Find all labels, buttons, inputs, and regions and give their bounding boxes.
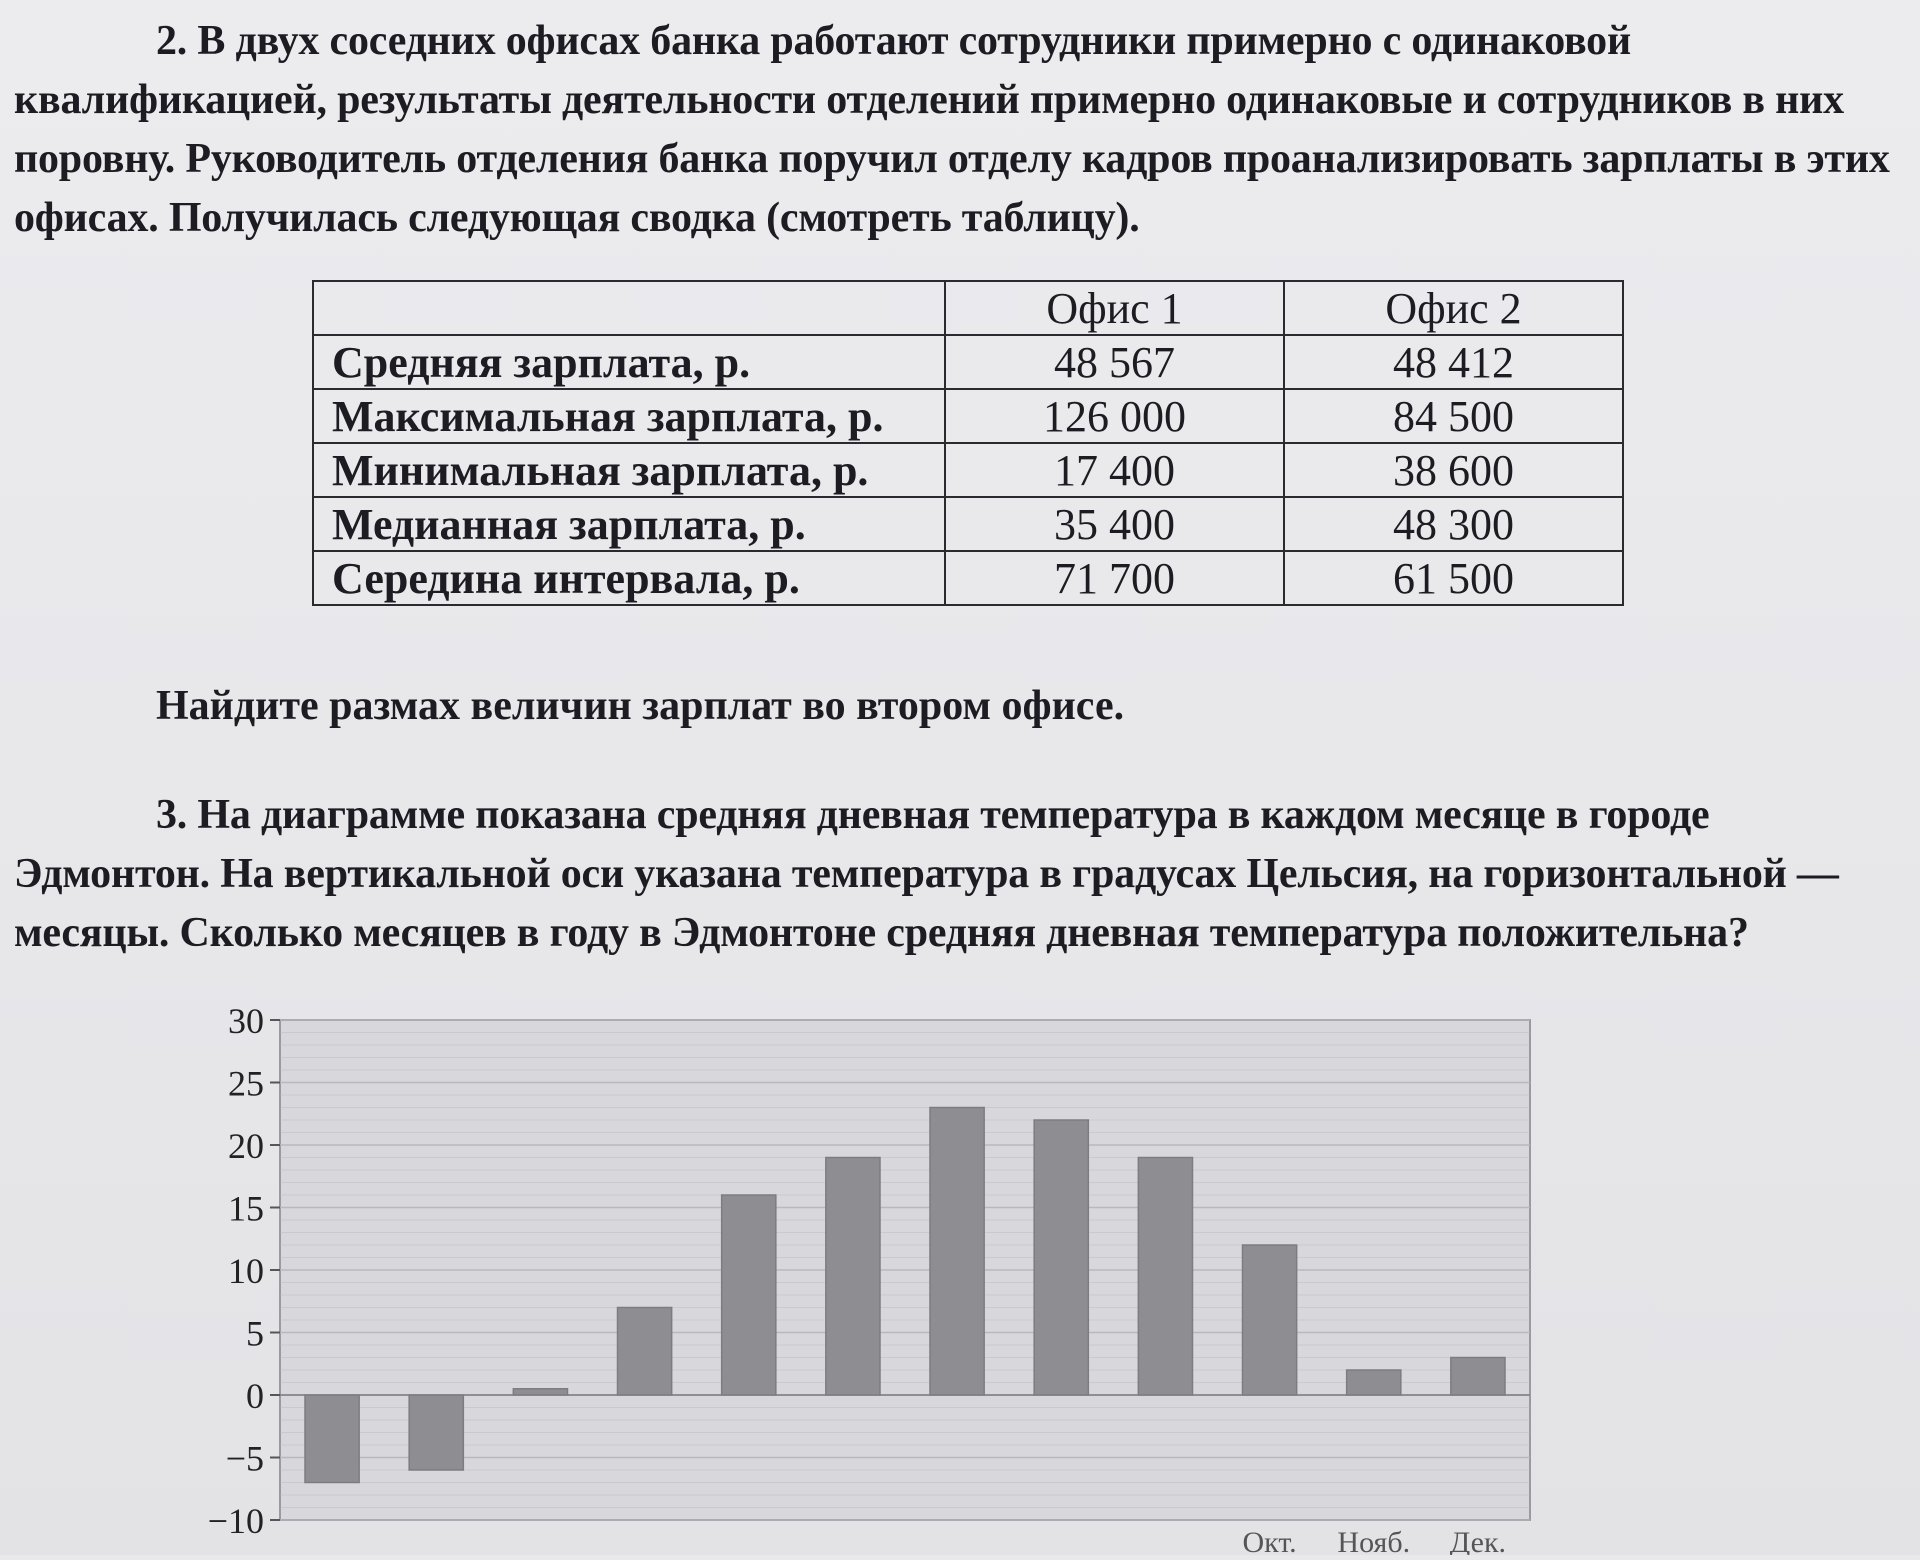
- salary-table: [312, 280, 1624, 606]
- table-row: [313, 443, 1623, 497]
- value-cell: 48 412: [1284, 335, 1623, 389]
- x-tick-label: Нояб.: [1337, 1526, 1411, 1555]
- chart-bar: [1138, 1158, 1192, 1396]
- y-tick-label: −5: [225, 1438, 264, 1479]
- chart-bar: [409, 1395, 463, 1470]
- value-cell: 48 567: [945, 335, 1284, 389]
- task-2-statement: В двух соседних офисах банка работают сотрудники примерно с одинаковой квалификацией, результаты деятельности отделений примерно одинаковые и сотрудников в них поровну. Руководитель отделения банка поручил отделу кадров проанализировать зарплаты в этих офисах. Получилась следующая сводка (смотреть таблицу).: [14, 18, 1890, 241]
- value-cell: 126 000: [945, 389, 1284, 443]
- table-header-cell: Офис 2: [1284, 281, 1623, 335]
- table-row: [313, 551, 1623, 605]
- task-3-text: [14, 786, 1904, 963]
- table-row: [313, 389, 1623, 443]
- row-label-cell: Середина интервала, р.: [313, 551, 945, 605]
- task-2-text: [14, 12, 1904, 248]
- value-cell: 38 600: [1284, 443, 1623, 497]
- value-cell: 84 500: [1284, 389, 1623, 443]
- value-cell: 35 400: [945, 497, 1284, 551]
- chart-bar: [826, 1158, 880, 1396]
- table-header-cell: Офис 1: [945, 281, 1284, 335]
- y-tick-label: −10: [207, 1501, 264, 1541]
- value-cell: 71 700: [945, 551, 1284, 605]
- chart-bar: [513, 1389, 567, 1395]
- chart-bar: [305, 1395, 359, 1483]
- chart-bar: [1034, 1120, 1088, 1395]
- y-tick-label: 0: [246, 1376, 264, 1416]
- task-2-question: Найдите размах величин зарплат во втором офисе.: [156, 683, 1125, 729]
- table-header-cell: [313, 281, 945, 335]
- y-tick-label: 30: [228, 1001, 264, 1041]
- task-3-statement: На диаграмме показана средняя дневная температура в каждом месяце в городе Эдмонтон. На вертикальной оси указана температура в градусах Цельсия, на горизонтальной — месяцы. Сколько месяцев в году в Эдмонтоне средняя дневная температура положительна?: [14, 792, 1839, 956]
- y-tick-label: 10: [228, 1251, 264, 1291]
- y-tick-label: 5: [246, 1313, 264, 1354]
- chart-bar: [1347, 1370, 1401, 1395]
- task-3-number: 3.: [156, 792, 188, 838]
- row-label-cell: Максимальная зарплата, р.: [313, 389, 945, 443]
- temperature-chart: [150, 980, 1550, 1560]
- chart-bar: [618, 1308, 672, 1396]
- value-cell: 17 400: [945, 443, 1284, 497]
- temperature-chart-svg: [150, 980, 1550, 1555]
- table-row: [313, 497, 1623, 551]
- y-tick-label: 15: [228, 1188, 264, 1229]
- table-row: [313, 335, 1623, 389]
- value-cell: 48 300: [1284, 497, 1623, 551]
- table-header-row: [313, 281, 1623, 335]
- chart-bar: [1243, 1245, 1297, 1395]
- x-tick-label: Окт.: [1242, 1526, 1297, 1555]
- row-label-cell: Медианная зарплата, р.: [313, 497, 945, 551]
- chart-bar: [930, 1108, 984, 1396]
- y-tick-label: 25: [228, 1063, 264, 1104]
- y-tick-label: 20: [228, 1126, 264, 1166]
- value-cell: 61 500: [1284, 551, 1623, 605]
- row-label-cell: Минимальная зарплата, р.: [313, 443, 945, 497]
- task-2-number: 2.: [156, 18, 188, 64]
- row-label-cell: Средняя зарплата, р.: [313, 335, 945, 389]
- chart-bar: [722, 1195, 776, 1395]
- x-tick-label: Дек.: [1449, 1526, 1507, 1555]
- chart-bar: [1451, 1358, 1505, 1396]
